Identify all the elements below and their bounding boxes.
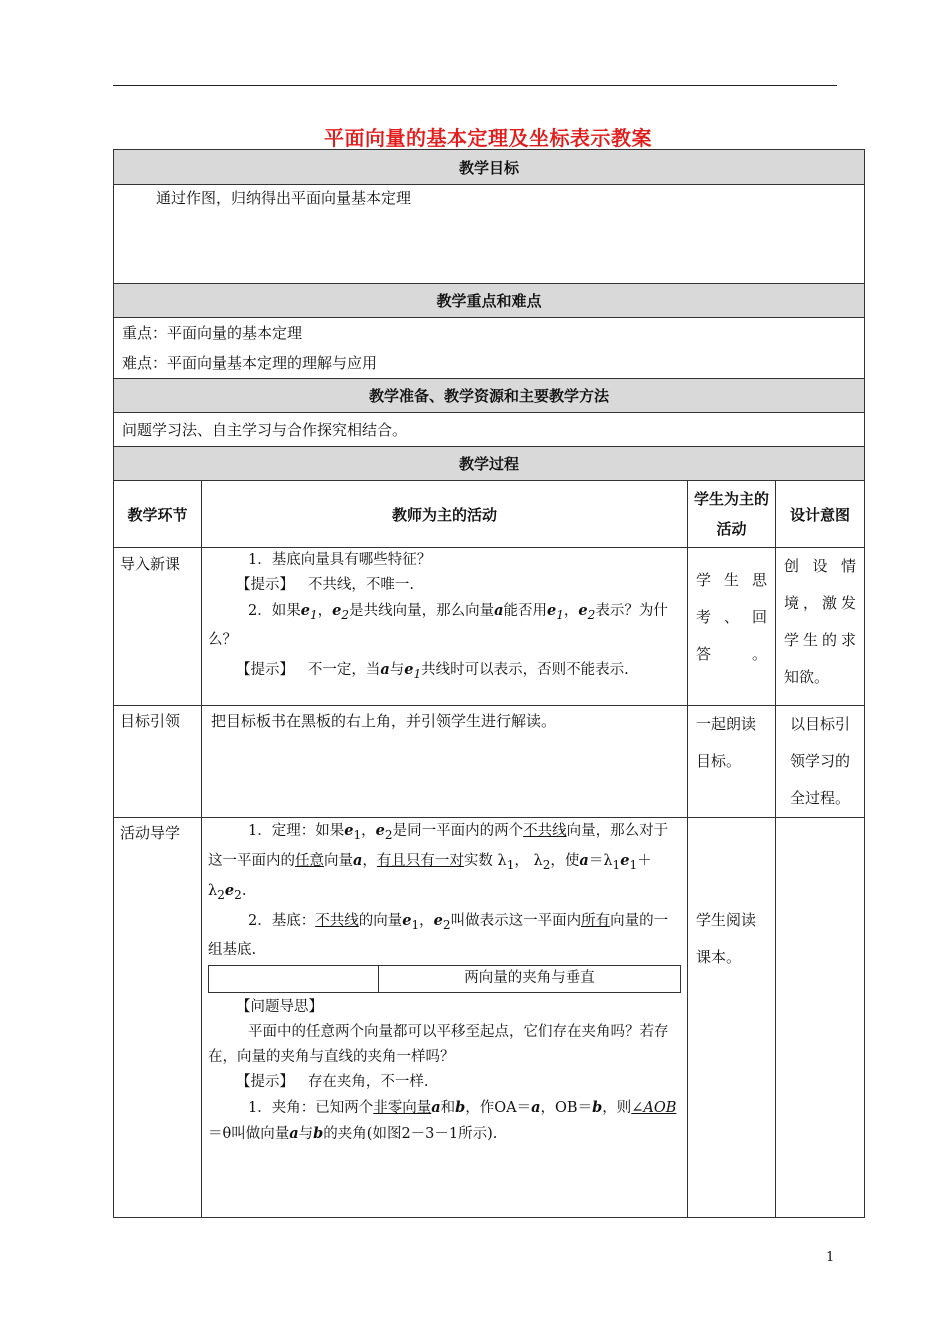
goals-text: 通过作图，归纳得出平面向量基本定理 <box>156 189 412 207</box>
goals-cell <box>114 185 865 284</box>
stage-cell: 目标引领 <box>114 706 202 818</box>
design-intent-cell: 以目标引领学习的全过程。 <box>776 706 865 818</box>
keypoints-heading: 教学重点和难点 <box>114 284 865 318</box>
col-header-intent: 设计意图 <box>776 481 865 548</box>
question-text: 平面中的任意两个向量都可以平移至起点，它们存在夹角吗？若存在，向量的夹角与直线的夹角一样吗？ <box>208 1023 669 1065</box>
student-activity-cell: 一起朗读目标。 <box>688 706 776 818</box>
teacher-activity-cell <box>202 818 688 1218</box>
stage-cell: 导入新课 <box>114 548 202 706</box>
prep-heading: 教学准备、教学资源和主要教学方法 <box>114 379 865 413</box>
hint-1: 【提示】 不共线，不唯一. <box>236 577 414 593</box>
table-row <box>114 706 865 818</box>
hint-2: 【提示】 不一定，当a与$e_1$共线时可以表示，否则不能表示. <box>236 660 629 681</box>
question-label: 【问题导思】 <box>236 998 323 1015</box>
difficult-point-text: 难点：平面向量基本定理的理解与应用 <box>122 354 378 372</box>
header-rule <box>113 85 837 86</box>
col-header-student: 学生为主的活动 <box>688 481 776 548</box>
design-intent-cell: 创设情境，激发学生的求知欲。 <box>776 548 865 706</box>
student-activity-cell: 学生阅读课本。 <box>688 818 776 1218</box>
question-1: 1．基底向量具有哪些特征？ <box>248 552 432 568</box>
keypoints-cell <box>114 318 865 379</box>
key-point-text: 重点：平面向量的基本定理 <box>122 324 303 342</box>
table-row <box>114 548 865 706</box>
teacher-activity-cell <box>202 548 688 706</box>
question-2: 2．如果$e_1$，$e_2$是共线向量，那么向量a能否用$e_1$，$e_2$表示？为什么？ <box>208 602 668 648</box>
angle-definition: 1．夹角：已知两个非零向量a和b，作OA＝a，OB＝b，则∠AOB＝θ叫做向量a与b的夹角(如图2－3－1所示). <box>208 1098 677 1142</box>
student-activity-cell: 学生思考、回答。 <box>688 548 776 706</box>
goals-heading: 教学目标 <box>114 150 865 185</box>
col-header-stage: 教学环节 <box>114 481 202 548</box>
stage-cell: 活动导学 <box>114 818 202 1218</box>
prep-text: 问题学习法、自主学习与合作探究相结合。 <box>122 421 408 439</box>
theorem-text: 1．定理：如果$e_1$，$e_2$是同一平面内的两个不共线向量，那么对于这一平面内的任意向量a，有且只有一对实数 $\lambda_1$， $\lambda_2$，使$a=\lambda_1e_1+\lambda_2e_2$. <box>208 822 669 902</box>
design-intent-cell <box>776 818 865 1218</box>
col-header-teacher: 教师为主的活动 <box>202 481 688 548</box>
lesson-plan-table <box>113 149 865 1218</box>
document-title: 平面向量的基本定理及坐标表示教案 <box>324 126 652 150</box>
prep-cell <box>114 413 865 447</box>
table-row <box>114 818 865 1218</box>
process-heading: 教学过程 <box>114 447 865 481</box>
inner-heading: 两向量的夹角与垂直 <box>378 965 680 992</box>
page-number: 1 <box>826 1250 835 1265</box>
basis-text: 2．基底：不共线的向量$e_1$，$e_2$叫做表示这一平面内所有向量的一组基底. <box>208 911 669 958</box>
teacher-activity-cell: 把目标板书在黑板的右上角，并引领学生进行解读。 <box>202 706 688 818</box>
hint-3: 【提示】 存在夹角，不一样. <box>236 1073 429 1090</box>
inner-heading-table <box>208 965 681 993</box>
